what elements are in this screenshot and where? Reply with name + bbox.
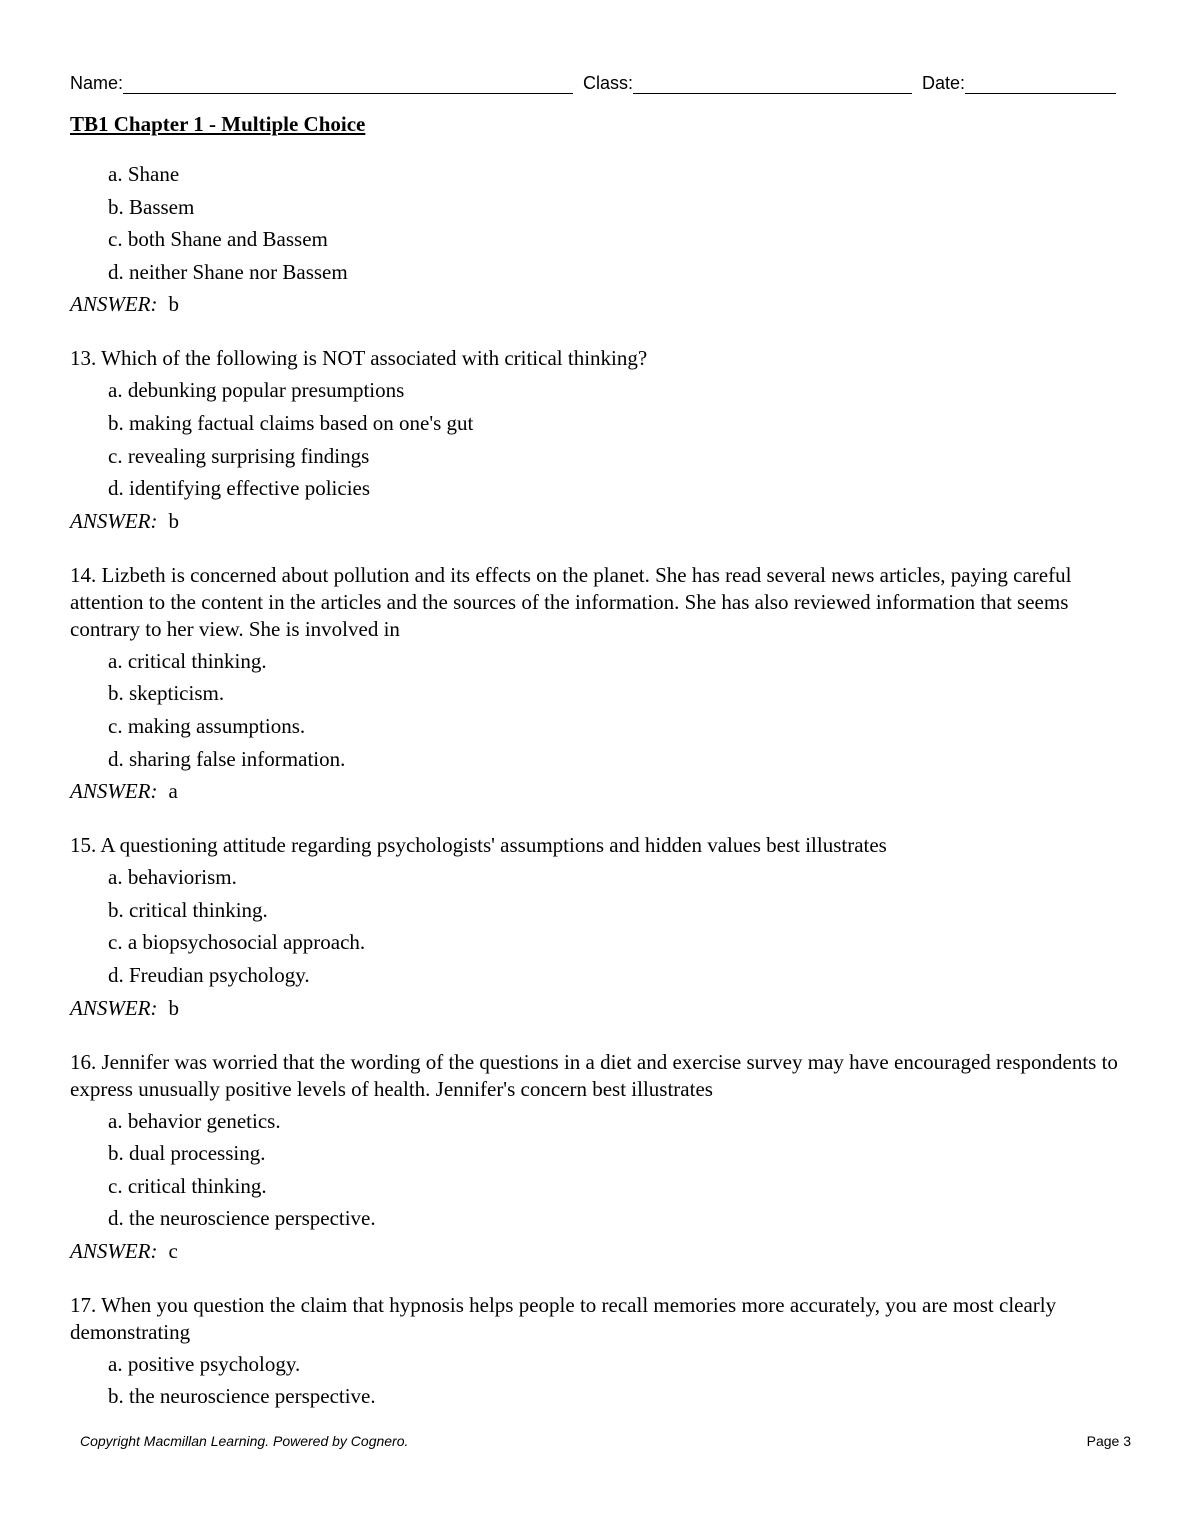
choice-d: d. neither Shane nor Bassem — [108, 259, 348, 284]
answer-label: ANSWER: — [70, 1238, 158, 1263]
answer-line — [70, 992, 1120, 1024]
answer-line — [70, 775, 1120, 807]
choice-c: c. revealing surprising findings — [108, 443, 370, 468]
date-field — [922, 70, 1116, 94]
choice-list — [70, 374, 1120, 504]
question-stem: 14. Lizbeth is concerned about pollution and its effects on the planet. She has read several news articles, paying careful attention to the content in the articles and the sources of the information. She has also reviewed information that seems contrary to her view. She is involved in — [70, 562, 1072, 641]
choice-d: d. sharing false information. — [108, 746, 346, 771]
choice-c: c. both Shane and Bassem — [108, 227, 328, 252]
choice-d: d. identifying effective policies — [108, 476, 371, 501]
choice-list — [70, 158, 1120, 288]
choice-c: c. making assumptions. — [108, 713, 306, 738]
choice-b: b. making factual claims based on one's gut — [108, 410, 474, 435]
question-13 — [70, 345, 1120, 536]
choice-a: a. critical thinking. — [108, 648, 267, 673]
question-15 — [70, 832, 1120, 1023]
answer-value: b — [168, 292, 179, 317]
choice-a: a. Shane — [108, 162, 180, 186]
choice-b: b. skepticism. — [108, 681, 225, 706]
page-number: Page 3 — [1086, 1433, 1131, 1449]
question-17 — [70, 1292, 1120, 1413]
question-stem: 17. When you question the claim that hypnosis helps people to recall memories more accurately, you are most clearly demonstrating — [70, 1292, 1057, 1344]
choice-b: b. critical thinking. — [108, 897, 268, 922]
answer-value: a — [168, 779, 178, 804]
choice-c: c. a biopsychosocial approach. — [108, 930, 366, 955]
choice-list — [70, 1348, 1120, 1413]
question-stem: 13. Which of the following is NOT associated with critical thinking? — [70, 346, 648, 371]
choice-a: a. positive psychology. — [108, 1351, 301, 1376]
choice-b: b. Bassem — [108, 194, 195, 219]
name-field — [70, 70, 573, 94]
choice-b: b. dual processing. — [108, 1141, 266, 1166]
choice-c: c. critical thinking. — [108, 1173, 267, 1198]
choice-list — [70, 1105, 1120, 1235]
choice-list — [70, 645, 1120, 775]
answer-label: ANSWER: — [70, 779, 158, 804]
name-line — [123, 73, 573, 94]
question-14 — [70, 562, 1120, 807]
choice-a: a. behavior genetics. — [108, 1108, 281, 1133]
choice-b: b. the neuroscience perspective. — [108, 1384, 376, 1409]
date-label: Date: — [922, 73, 966, 93]
class-field — [583, 70, 912, 94]
choice-d: d. the neuroscience perspective. — [108, 1206, 376, 1231]
question-list — [70, 158, 1120, 1438]
copyright-text: Copyright Macmillan Learning. Powered by Cognero. — [80, 1433, 409, 1449]
answer-line — [70, 1235, 1120, 1267]
class-label: Class: — [583, 73, 634, 93]
question-12 — [70, 158, 1120, 320]
choice-d: d. Freudian psychology. — [108, 962, 310, 987]
answer-value: b — [168, 508, 179, 533]
question-stem: 15. A questioning attitude regarding psychologists' assumptions and hidden values best illustrates — [70, 833, 887, 858]
choice-list — [70, 861, 1120, 991]
answer-value: c — [168, 1238, 178, 1263]
name-label: Name: — [70, 73, 124, 93]
class-line — [633, 73, 912, 94]
choice-a: a. behaviorism. — [108, 865, 237, 890]
question-16 — [70, 1049, 1120, 1267]
date-line — [965, 73, 1116, 94]
answer-line — [70, 288, 1120, 320]
choice-a: a. debunking popular presumptions — [108, 378, 405, 403]
answer-value: b — [168, 995, 179, 1020]
answer-label: ANSWER: — [70, 292, 158, 317]
page-title: TB1 Chapter 1 - Multiple Choice — [70, 112, 366, 136]
question-stem: 16. Jennifer was worried that the wording of the questions in a diet and exercise survey may have encouraged respondents to express unusually positive levels of health. Jennifer's concern best illustrates — [70, 1049, 1118, 1101]
student-info-header — [70, 70, 1120, 94]
answer-label: ANSWER: — [70, 508, 158, 533]
answer-label: ANSWER: — [70, 995, 158, 1020]
answer-line — [70, 505, 1120, 537]
